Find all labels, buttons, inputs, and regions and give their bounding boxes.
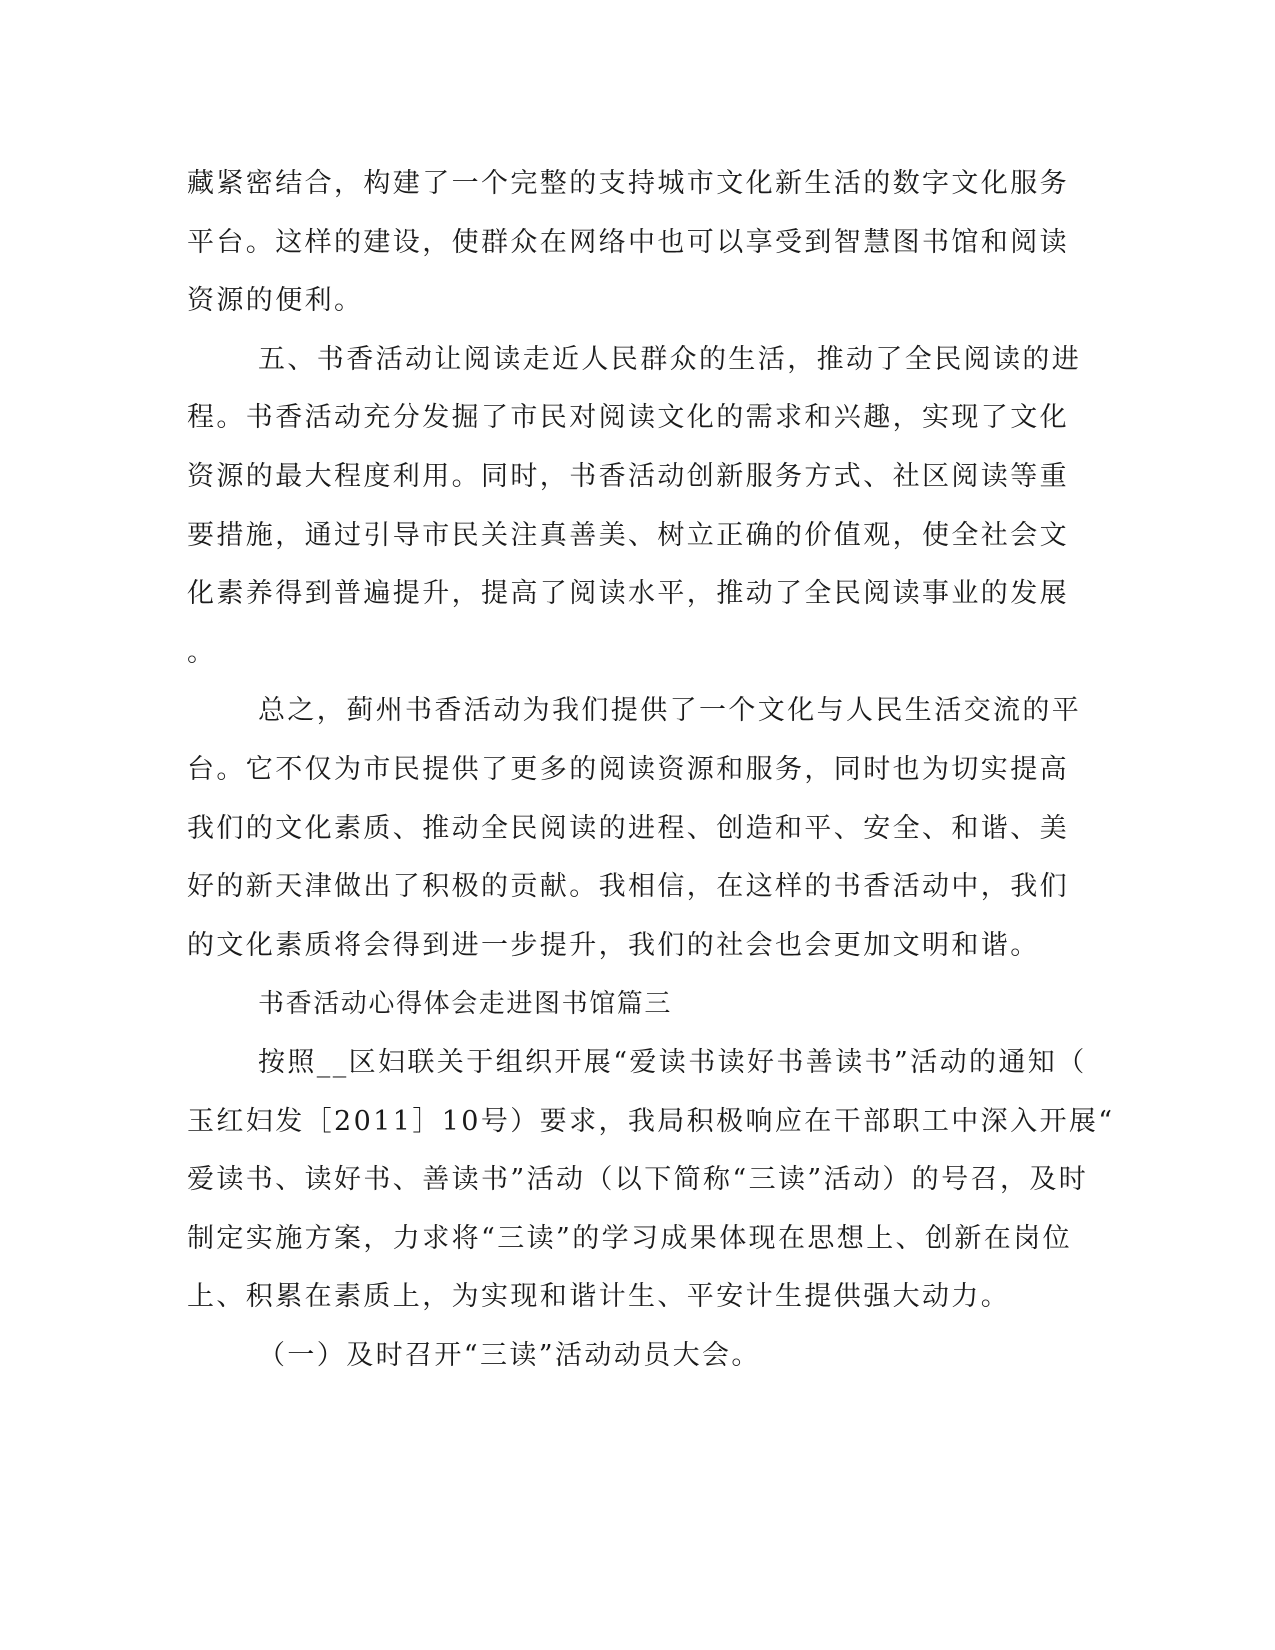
paragraph-line: 化素养得到普遍提升，提高了阅读水平，推动了全民阅读事业的发展 bbox=[187, 578, 1069, 609]
paragraph-line: 我们的文化素质、推动全民阅读的进程、创造和平、安全、和谐、美 bbox=[187, 813, 1069, 844]
paragraph-line: 的文化素质将会得到进一步提升，我们的社会也会更加文明和谐。 bbox=[187, 930, 1040, 961]
paragraph-line: 平台。这样的建设，使群众在网络中也可以享受到智慧图书馆和阅读 bbox=[187, 227, 1069, 258]
paragraph-line: 爱读书、读好书、善读书”活动（以下简称“三读”活动）的号召，及时 bbox=[187, 1164, 1089, 1195]
paragraph-line: 五、书香活动让阅读走近人民群众的生活，推动了全民阅读的进 bbox=[258, 344, 1082, 375]
paragraph-line: 台。它不仅为市民提供了更多的阅读资源和服务，同时也为切实提高 bbox=[187, 754, 1069, 785]
paragraph-line: 资源的最大程度利用。同时，书香活动创新服务方式、社区阅读等重 bbox=[187, 461, 1069, 492]
paragraph-line: 藏紧密结合，构建了一个完整的支持城市文化新生活的数字文化服务 bbox=[187, 168, 1069, 199]
paragraph-line: 上、积累在素质上，为实现和谐计生、平安计生提供强大动力。 bbox=[187, 1281, 1011, 1312]
paragraph-line: 程。书香活动充分发掘了市民对阅读文化的需求和兴趣，实现了文化 bbox=[187, 402, 1069, 433]
paragraph-line: 好的新天津做出了积极的贡献。我相信，在这样的书香活动中，我们 bbox=[187, 871, 1069, 902]
paragraph-line: 玉红妇发［2011］10号）要求，我局积极响应在干部职工中深入开展“ bbox=[187, 1106, 1115, 1137]
section-heading: 书香活动心得体会走进图书馆篇三 bbox=[258, 989, 673, 1019]
subheading-line: （一）及时召开“三读”活动动员大会。 bbox=[258, 1340, 761, 1371]
paragraph-line: 制定实施方案，力求将“三读”的学习成果体现在思想上、创新在岗位 bbox=[187, 1223, 1073, 1254]
paragraph-line: 要措施，通过引导市民关注真善美、树立正确的价值观，使全社会文 bbox=[187, 520, 1069, 551]
paragraph-line: 。 bbox=[187, 637, 217, 668]
paragraph-line: 总之，蓟州书香活动为我们提供了一个文化与人民生活交流的平 bbox=[258, 695, 1082, 726]
paragraph-line: 按照__区妇联关于组织开展“爱读书读好书善读书”活动的通知（ bbox=[258, 1047, 1087, 1078]
paragraph-line: 资源的便利。 bbox=[187, 285, 364, 316]
